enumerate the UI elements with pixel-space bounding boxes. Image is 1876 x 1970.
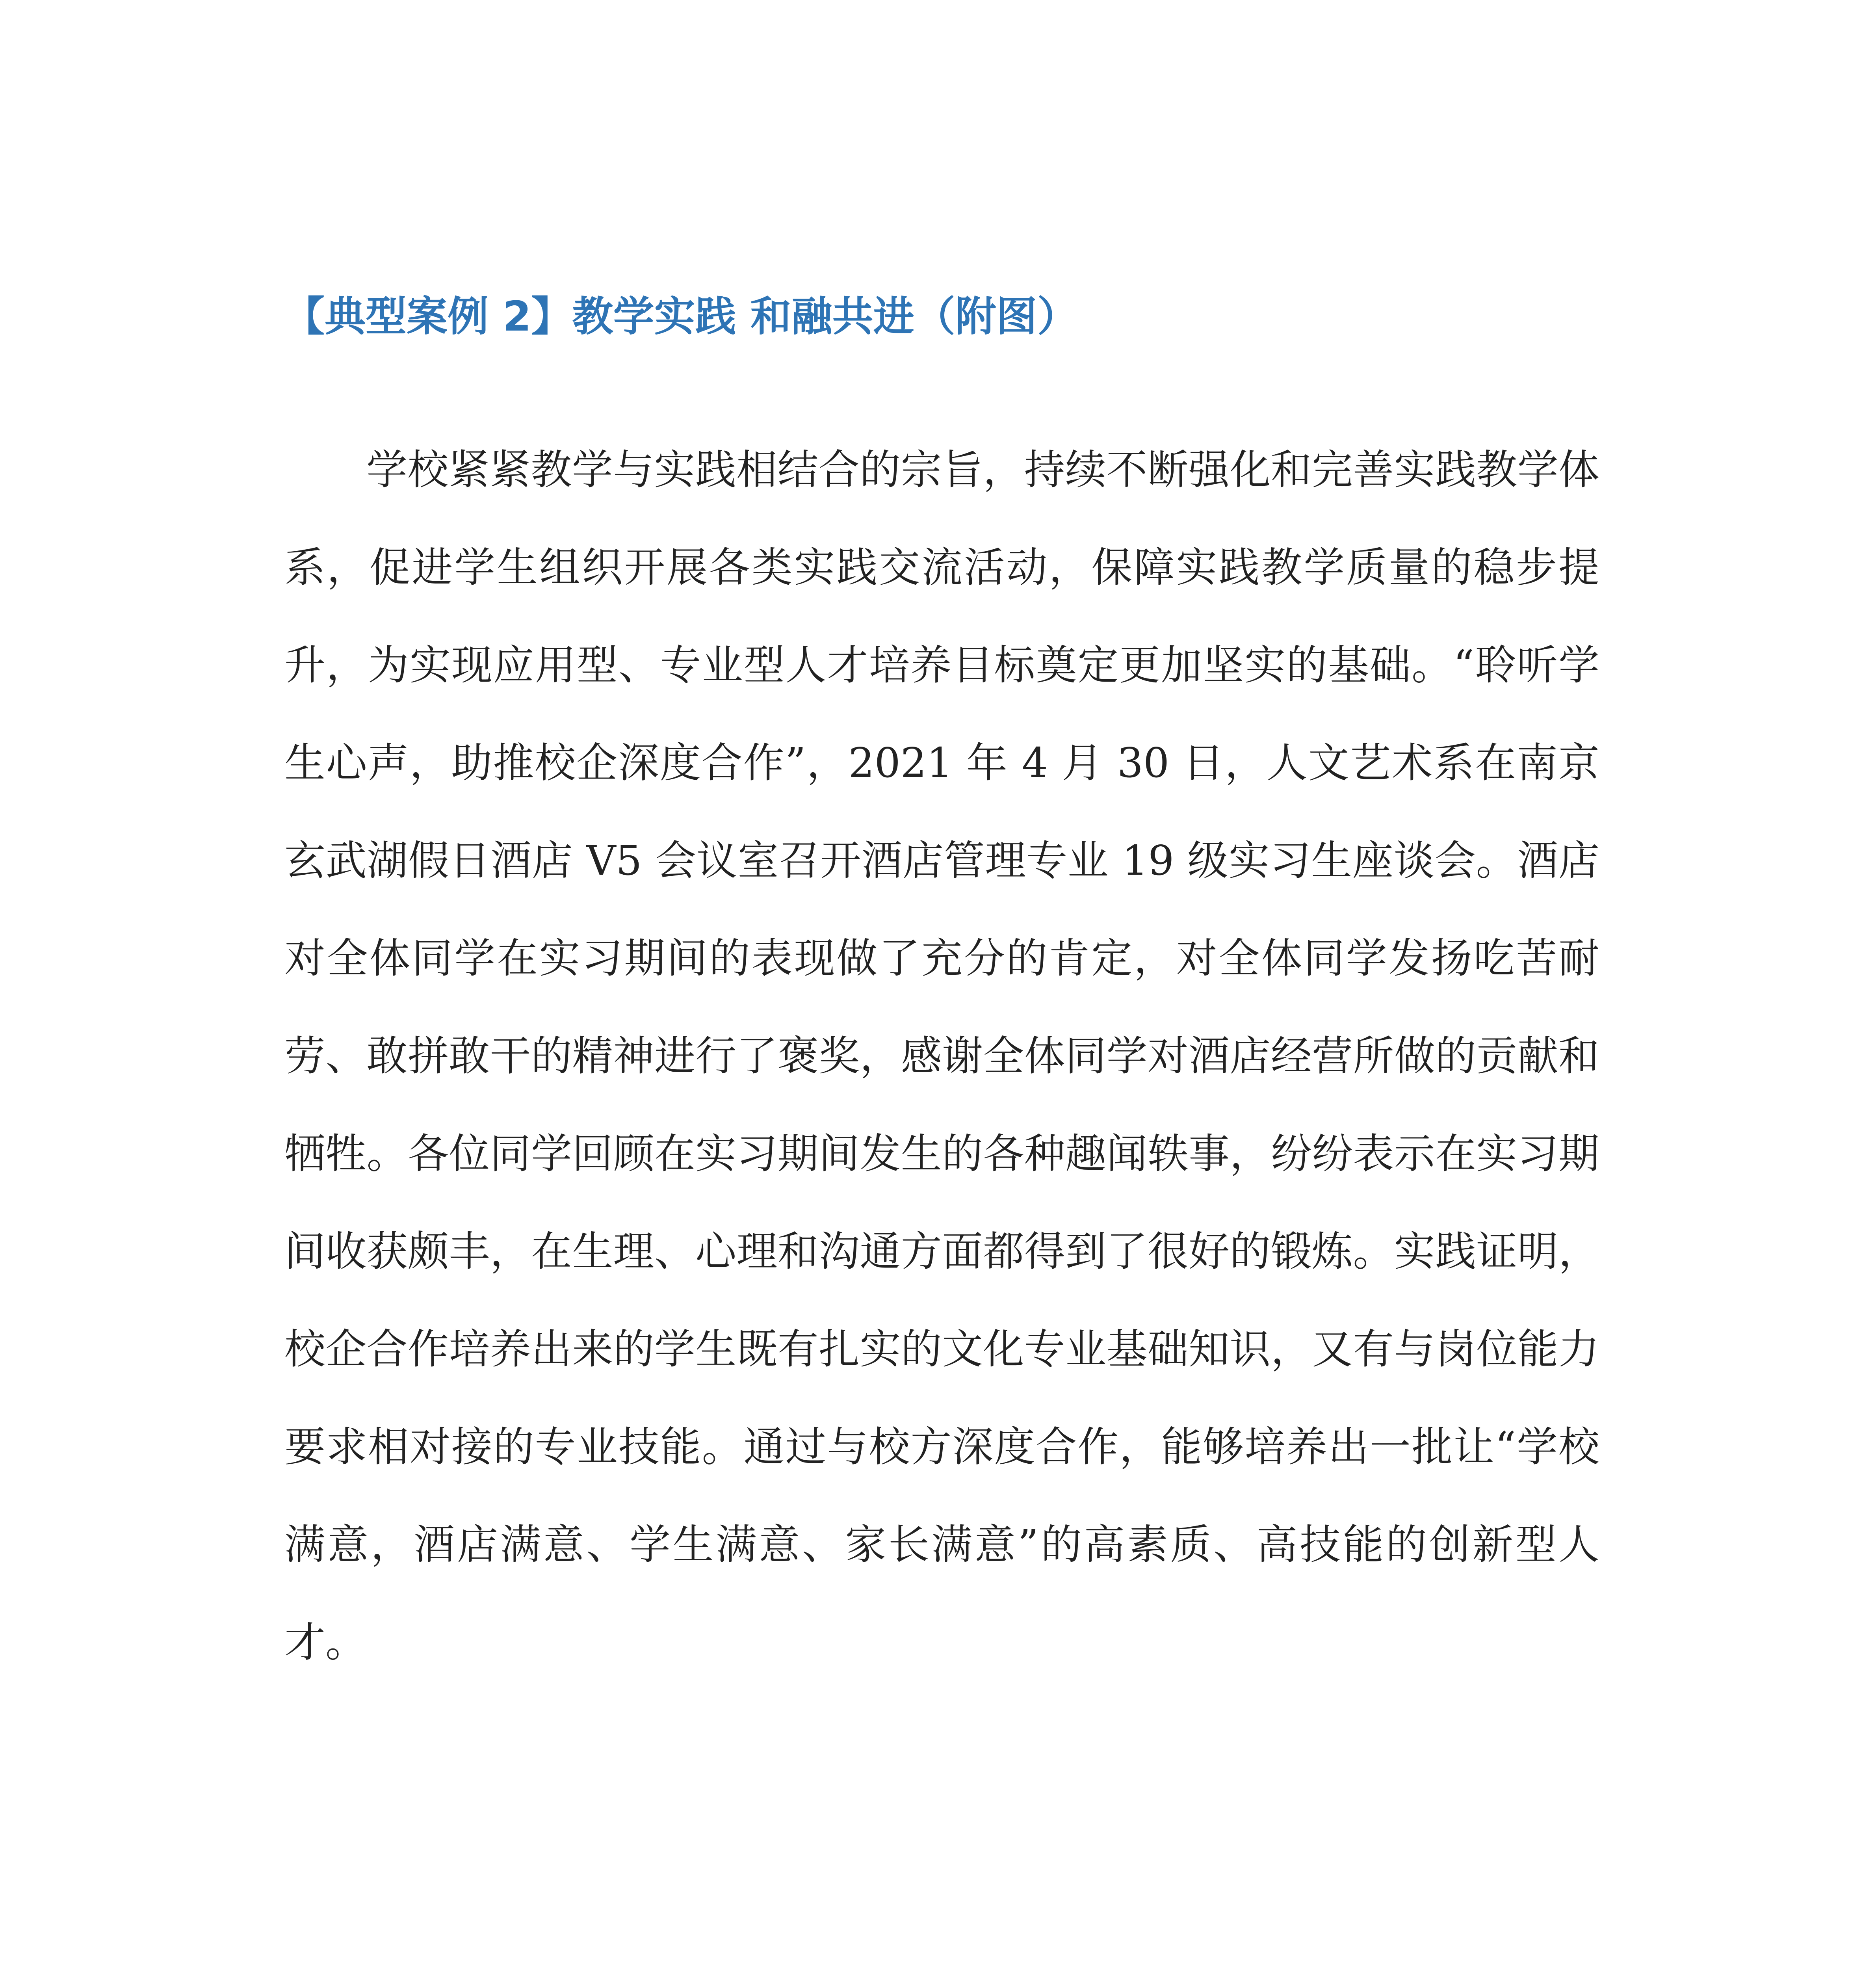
- case-heading: 【典型案例 2】教学实践 和融共进（附图）: [284, 292, 1078, 340]
- body-paragraph: 学校紧紧教学与实践相结合的宗旨，持续不断强化和完善实践教学体系，促进学生组织开展各类实践交流活动，保障实践教学质量的稳步提升，为实现应用型、专业型人才培养目标奠定更加坚实的基础。“聆听学生心声，助推校企深度合作”，2021 年 4 月 30 日，人文艺术系在南京玄武湖假日酒店 V5 会议室召开酒店管理专业 19 级实习生座谈会。酒店对全体同学在实习期间的表现做了充分的肯定，对全体同学发扬吃苦耐劳、敢拼敢干的精神进行了褒奖，感谢全体同学对酒店经营所做的贡献和牺牲。各位同学回顾在实习期间发生的各种趣闻轶事，纷纷表示在实习期间收获颇丰，在生理、心理和沟通方面都得到了很好的锻炼。实践证明，校企合作培养出来的学生既有扎实的文化专业基础知识，又有与岗位能力要求相对接的专业技能。通过与校方深度合作，能够培养出一批让“学校满意，酒店满意、学生满意、家长满意”的高素质、高技能的创新型人才。: [284, 446, 1599, 1666]
